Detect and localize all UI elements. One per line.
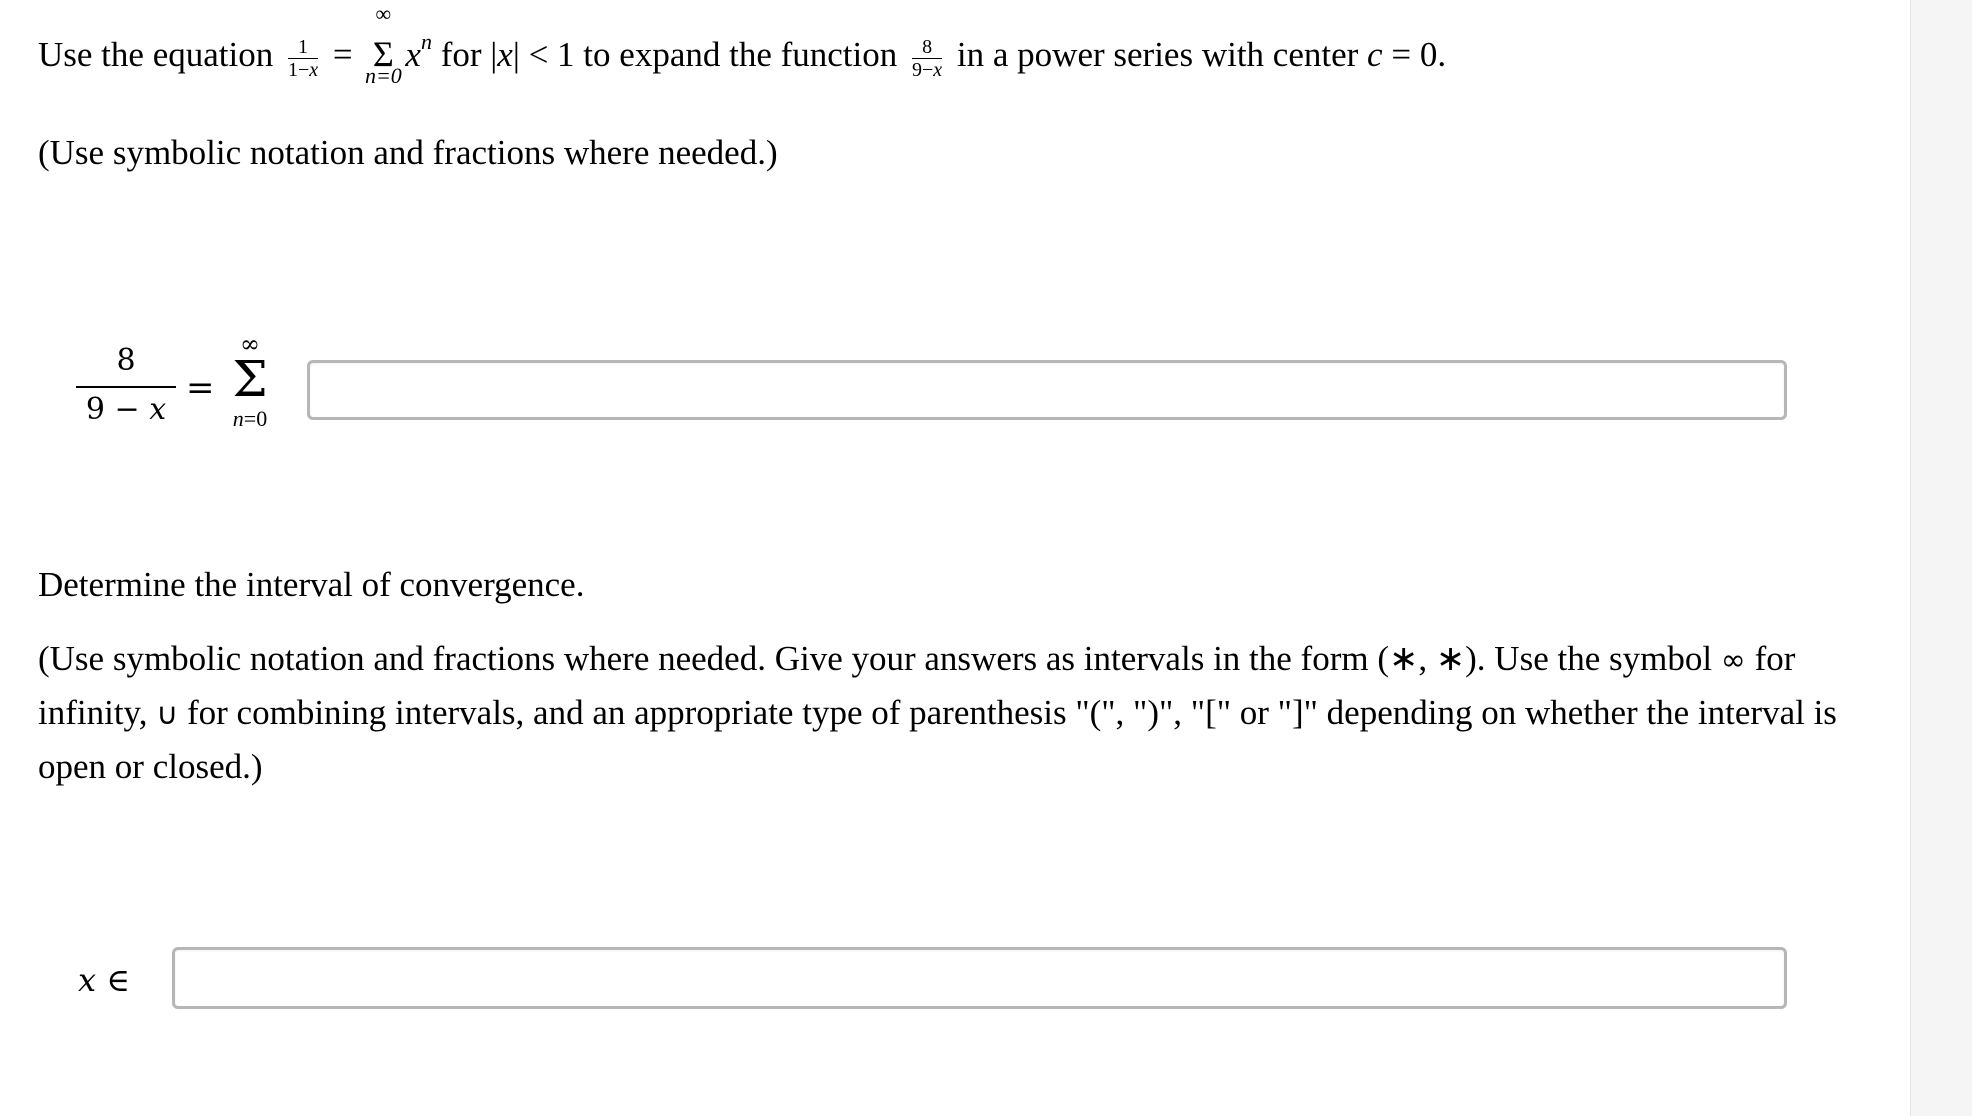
tail-suffix: = 0. bbox=[1382, 34, 1447, 74]
target-fraction-denominator bbox=[912, 59, 942, 80]
target-fraction bbox=[912, 37, 942, 80]
expansion-sum-upper: ∞ bbox=[240, 330, 260, 358]
term-base: x bbox=[405, 34, 421, 74]
target-fraction-denominator-const: 9− bbox=[912, 59, 934, 82]
summation-lower-limit: n=0 bbox=[364, 62, 402, 88]
question-intro: Use the equation bbox=[38, 34, 274, 74]
question-statement bbox=[38, 0, 1447, 88]
given-fraction-denominator bbox=[288, 59, 318, 80]
expansion-sum-lower bbox=[220, 402, 280, 436]
question-interval: Determine the interval of convergence. bbox=[38, 565, 585, 604]
condition-variable: x bbox=[497, 34, 513, 74]
summation bbox=[364, 0, 402, 88]
interval-answer-input[interactable] bbox=[172, 947, 1787, 1009]
summation-upper-limit: ∞ bbox=[375, 0, 392, 26]
interval-label bbox=[78, 958, 130, 1002]
center-variable: c bbox=[1367, 34, 1383, 74]
expansion-numerator: 8 bbox=[116, 343, 136, 378]
expansion-summation bbox=[220, 332, 280, 436]
condition-suffix: | < 1 to expand the function bbox=[512, 34, 898, 74]
interval-variable: x bbox=[78, 961, 97, 999]
instructions-second bbox=[38, 633, 1898, 793]
target-fraction-denominator-var: x bbox=[933, 59, 943, 82]
union-symbol: ∪ bbox=[156, 697, 179, 732]
right-gutter bbox=[1910, 0, 1972, 1116]
expansion-denominator-var: x bbox=[149, 392, 167, 427]
element-of-symbol: ∈ bbox=[96, 961, 130, 999]
infinity-symbol: ∞ bbox=[1720, 643, 1746, 678]
given-fraction-denominator-var: x bbox=[309, 59, 319, 82]
instructions-first: (Use symbolic notation and fractions where needed.) bbox=[38, 133, 778, 172]
instructions-second-part1: (Use symbolic notation and fractions where needed. Give your answers as intervals in the form (∗, ∗). Use the symbol bbox=[38, 639, 1721, 678]
expansion-fraction bbox=[76, 340, 176, 432]
expansion-denominator bbox=[76, 388, 176, 432]
instructions-second-part2: for infinity, bbox=[38, 639, 1796, 732]
target-fraction-numerator: 8 bbox=[912, 37, 942, 59]
instructions-second-part3: for combining intervals, and an appropriate type of parenthesis "(", ")", "[" or "]" depending on whether the interval is open or closed.) bbox=[38, 693, 1837, 786]
tail-prefix: in a power series with center bbox=[948, 34, 1368, 74]
expansion-sigma-symbol: Σ bbox=[232, 350, 268, 408]
term-exponent: n bbox=[420, 29, 432, 54]
series-answer-input[interactable] bbox=[307, 360, 1787, 420]
expansion-denominator-const: 9 − bbox=[85, 392, 150, 427]
given-fraction-denominator-const: 1− bbox=[287, 59, 310, 82]
given-fraction-numerator: 1 bbox=[288, 37, 318, 59]
equals-sign: = bbox=[332, 34, 353, 74]
expansion-equals-sign: = bbox=[186, 368, 215, 408]
expansion-equation bbox=[76, 330, 286, 450]
sigma-symbol: Σ bbox=[372, 33, 394, 74]
expansion-sum-lower-rest: =0 bbox=[243, 406, 268, 431]
condition-prefix: for | bbox=[431, 34, 498, 74]
given-fraction bbox=[288, 37, 318, 80]
expansion-sum-lower-var: n bbox=[232, 406, 244, 431]
